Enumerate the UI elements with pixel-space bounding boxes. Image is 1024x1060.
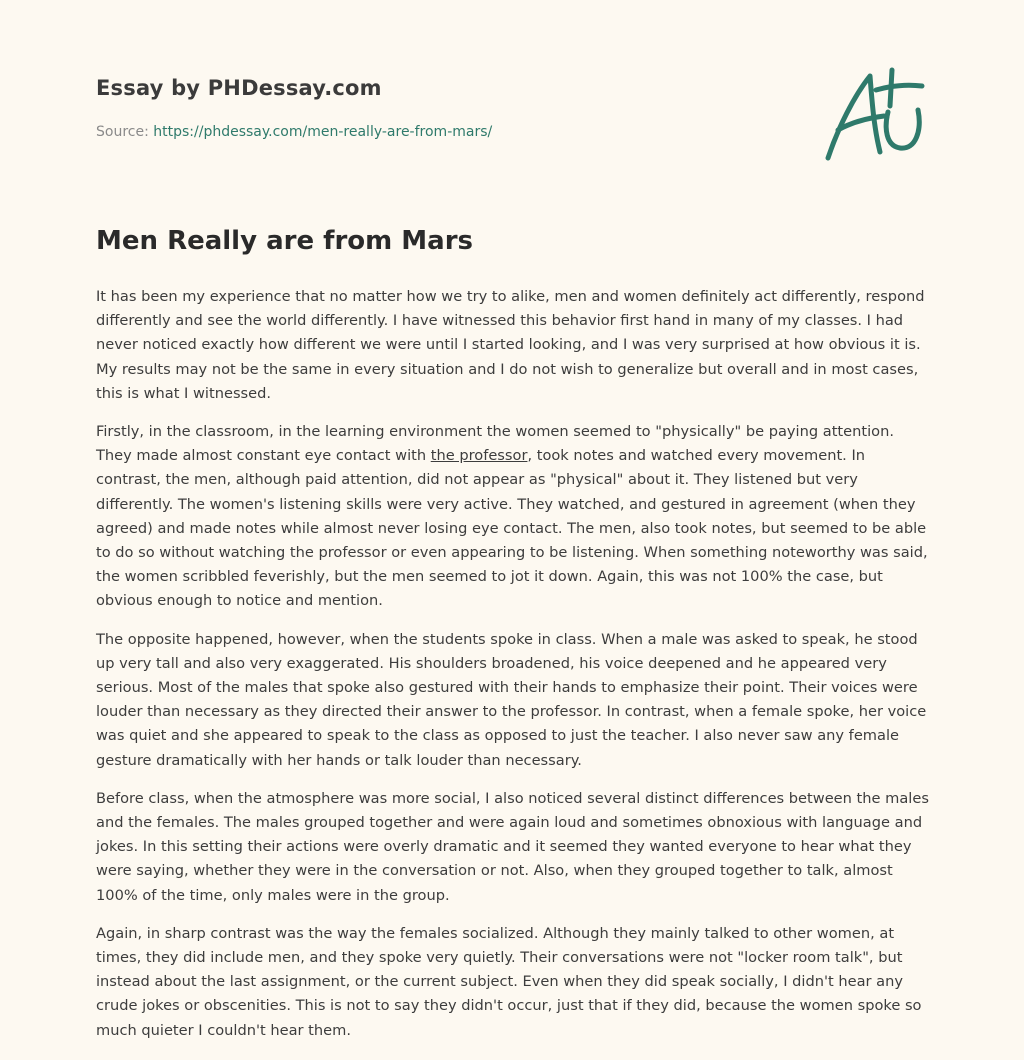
essay-body (96, 285, 932, 1057)
essay-paragraph: Again, in sharp contrast was the way the females socialized. Although they mainly talked to other women, at times, they did include men, and they spoke very quietly. Their conversations were not "locker room talk", but instead about the last assignment, or the current subject. Even when they did speak socially, I didn't hear any crude jokes or obscenities. This is not to say they didn't occur, just that if they did, because the women spoke so much quieter I couldn't hear them. (96, 924, 922, 1039)
source-link[interactable]: https://phdessay.com/men-really-are-from-mars/ (153, 124, 493, 140)
essay-paragraph: The opposite happened, however, when the students spoke in class. When a male was asked to speak, he stood up very tall and also very exaggerated. His shoulders broadened, his voice deepened and he appeared very serious. Most of the males that spoke also gestured with their hands to emphasize their point. Their voices were louder than necessary as they directed their answer to the professor. In contrast, when a female spoke, her voice was quiet and she appeared to speak to the class as opposed to just the teacher. I also never saw any female gesture dramatically with her hands or talk louder than necessary. (96, 630, 927, 769)
professor-link[interactable]: the professor (430, 447, 528, 465)
a-plus-logo-icon (818, 66, 930, 166)
essay-paragraph: It has been my experience that no matter how we try to alike, men and women definitely act differently, respond differently and see the world differently. I have witnessed this behavior first hand in many of my classes. I had never noticed exactly how different we were until I started looking, and I was very surprised at how obvious it is. My results may not be the same in every situation and I do not wish to generalize but overall and in most cases, this is what I witnessed. (96, 288, 925, 402)
essay-paragraph (96, 420, 932, 614)
essay-title: Men Really are from Mars (96, 226, 473, 256)
paragraph-text: , took notes and watched every movement. In contrast, the men, although paid attention, did not appear as "physical" about it. They listened but very differently. The women's listening skills were very active. They watched, and gestured in agreement (when they agreed) and made notes while almost never losing eye contact. The men, also took notes, but seemed to be able to do so without watching the professor or even appearing to be listening. When something noteworthy was said, the women scribbled feverishly, but the men seemed to jot it down. Again, this was not 100% the case, but obvious enough to notice and mention. (96, 447, 928, 610)
source-line (96, 124, 492, 140)
source-label: Source: (96, 124, 149, 140)
paragraph-text: Firstly, in the classroom, in the learning environment the women seemed to "physically" be paying attention. They made almost constant eye contact with (96, 423, 894, 465)
site-brand: Essay by PHDessay.com (96, 76, 382, 100)
essay-paragraph: Before class, when the atmosphere was more social, I also noticed several distinct differences between the males and the females. The males grouped together and were again loud and sometimes obnoxious with language and jokes. In this setting their actions were overly dramatic and it seemed they wanted everyone to hear what they were saying, whether they were in the conversation or not. Also, when they grouped together to talk, almost 100% of the time, only males were in the group. (96, 789, 929, 904)
